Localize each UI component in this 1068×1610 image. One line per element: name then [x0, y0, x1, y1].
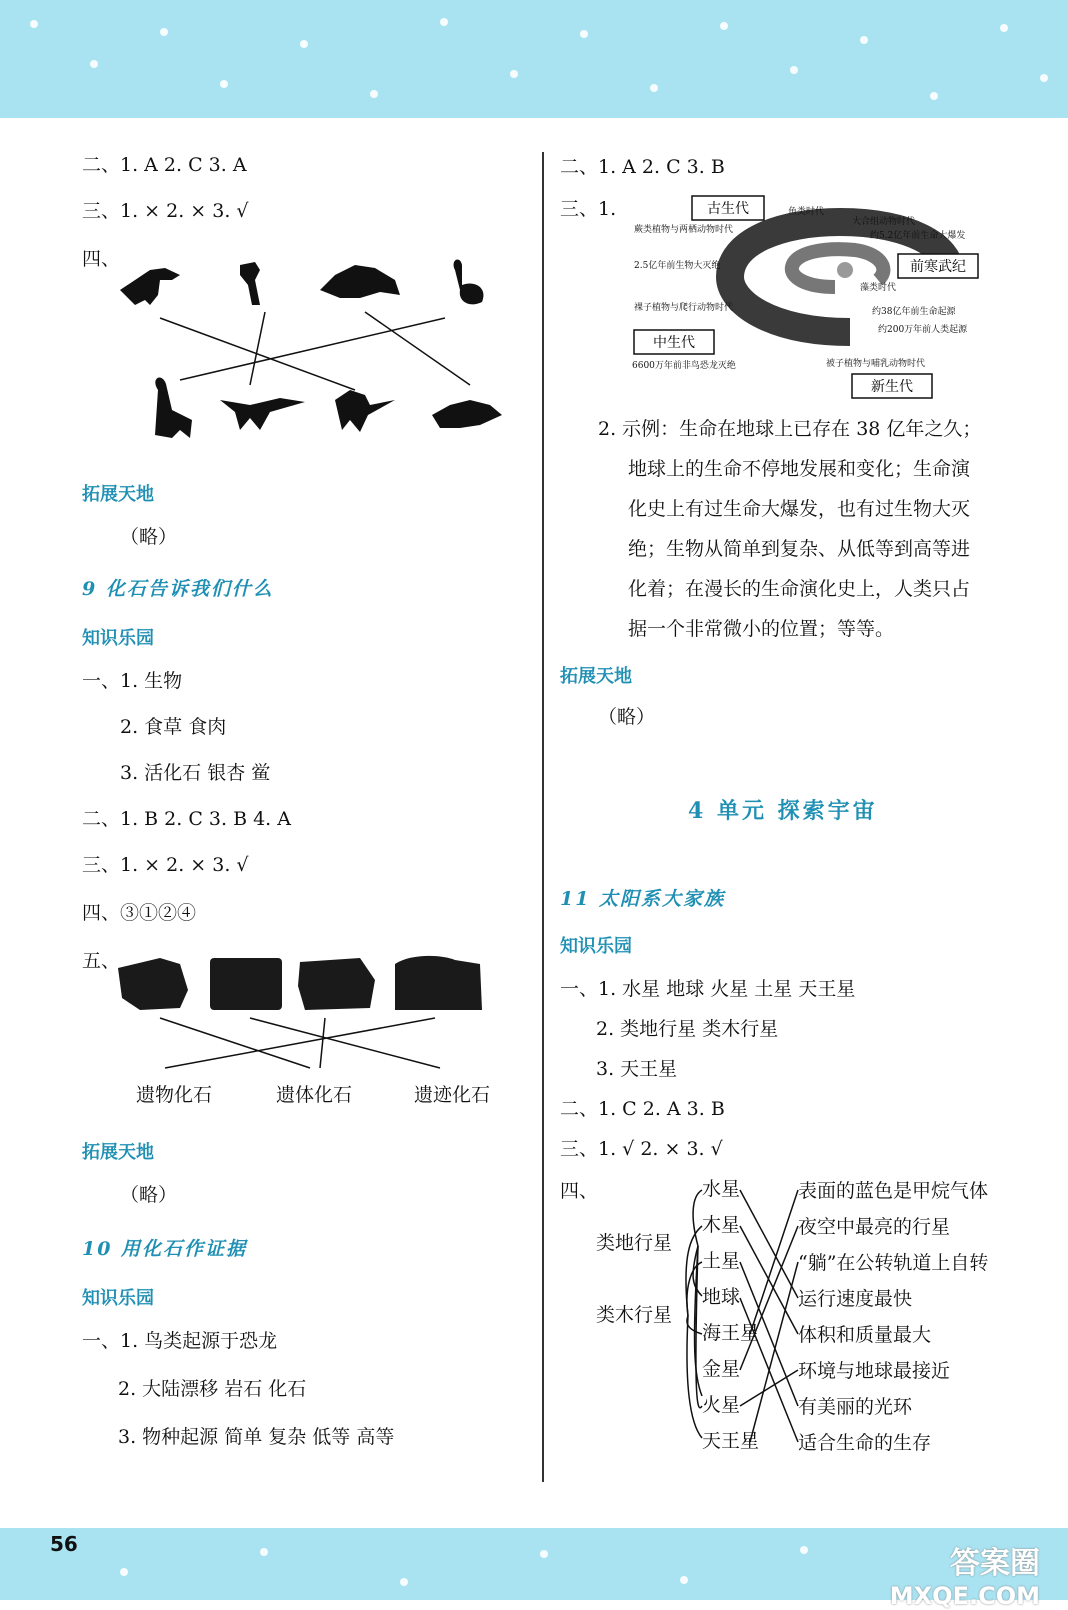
answer-row: 一、1. 鸟类起源于恐龙 [82, 1330, 278, 1352]
answer-text: （略） [120, 1184, 178, 1206]
era-note: 约200万年前人类起源 [878, 325, 968, 335]
planet-feature: 适合生命的生存 [798, 1432, 932, 1454]
answer-line: 化着；在漫长的生命演化史上，人类只占 [628, 578, 971, 600]
watermark-url: MXQE.COM [889, 1582, 1040, 1610]
dinosaur-matching-figure [110, 250, 510, 450]
dinosaur-silhouette [454, 260, 484, 305]
answer-row: 二、1. A 2. C 3. A [82, 154, 247, 176]
dinosaur-silhouette [335, 390, 395, 432]
answer-row: 二、1. A 2. C 3. B [560, 156, 725, 178]
planet-label: 金星 [702, 1358, 741, 1380]
answer-row: 三、1. × 2. × 3. √ [82, 854, 249, 876]
answer-row: 三、1. × 2. × 3. √ [82, 200, 249, 222]
answer-line: 2. 示例：生命在地球上已存在 38 亿年之久； [598, 418, 982, 440]
fossil-photo [298, 958, 375, 1010]
fossil-photo [210, 958, 282, 1010]
answer-row: 2. 大陆漂移 岩石 化石 [118, 1378, 307, 1400]
top-banner [0, 0, 1068, 118]
era-note: 2.5亿年前生物大灭绝 [634, 261, 721, 271]
planet-label: 火星 [702, 1394, 741, 1416]
answer-row: 2. 食草 食肉 [120, 716, 227, 738]
answer-row: 3. 活化石 银杏 鲎 [120, 762, 271, 784]
section-heading: 拓展天地 [82, 1142, 154, 1163]
question-label: 四、 [82, 248, 121, 270]
era-box-label: 古生代 [707, 201, 749, 217]
fossil-matching-figure [110, 950, 510, 1080]
era-box-label: 新生代 [871, 379, 913, 395]
era-note: 约38亿年前生命起源 [872, 307, 956, 317]
answer-text: （略） [120, 526, 178, 548]
answer-row: 3. 天王星 [596, 1058, 678, 1080]
answer-text: （略） [598, 706, 656, 728]
planet-feature: 表面的蓝色是甲烷气体 [798, 1180, 989, 1202]
dinosaur-silhouette [120, 268, 180, 305]
lesson-title: 11 太阳系大家族 [560, 888, 726, 910]
planet-feature: 体积和质量最大 [798, 1324, 932, 1346]
answer-row: 一、1. 生物 [82, 670, 183, 692]
life-history-spiral [620, 192, 1040, 404]
era-note: 鱼类时代 [788, 207, 825, 217]
watermark [890, 1538, 1040, 1610]
planet-feature: “躺”在公转轨道上自转 [798, 1252, 989, 1274]
answer-line: 化史上有过生命大爆发，也有过生物大灭 [628, 498, 971, 520]
watermark-logo-text: 答案圈 [950, 1546, 1040, 1581]
dinosaur-silhouette [220, 398, 305, 430]
planet-label: 天王星 [702, 1430, 760, 1452]
era-note: 藻类时代 [860, 283, 897, 293]
era-box-label: 前寒武纪 [910, 259, 966, 275]
section-heading: 拓展天地 [560, 666, 632, 687]
section-heading: 知识乐园 [82, 1288, 154, 1309]
answer-line: 地球上的生命不停地发展和变化；生命演 [628, 458, 971, 480]
dinosaur-silhouette [320, 265, 400, 298]
planet-group-label: 类木行星 [596, 1304, 673, 1326]
planet-label: 地球 [702, 1286, 741, 1308]
unit-title: 4 单元 探索宇宙 [688, 798, 878, 824]
answer-line: 据一个非常微小的位置；等等。 [628, 618, 895, 640]
era-note: 蕨类植物与两栖动物时代 [634, 225, 734, 235]
answer-row: 2. 类地行星 类木行星 [596, 1018, 779, 1040]
question-label: 四、 [560, 1180, 599, 1202]
answer-row: 四、③①②④ [82, 902, 197, 924]
answer-row: 一、1. 水星 地球 火星 土星 天王星 [560, 978, 856, 1000]
lesson-title: 9 化石告诉我们什么 [82, 578, 274, 600]
question-label: 五、 [82, 950, 121, 972]
era-box-label: 中生代 [653, 335, 695, 351]
answer-row: 3. 物种起源 简单 复杂 低等 高等 [118, 1426, 395, 1448]
planet-label: 土星 [702, 1250, 741, 1272]
planet-label: 海王星 [702, 1322, 760, 1344]
dinosaur-silhouette [240, 262, 260, 305]
era-note: 裸子植物与爬行动物时代 [634, 303, 734, 313]
lesson-title: 10 用化石作证据 [82, 1238, 248, 1260]
answer-row: 三、1. √ 2. × 3. √ [560, 1138, 723, 1160]
era-note: 约5.2亿年前生命大爆发 [870, 231, 966, 241]
fossil-photo [395, 956, 482, 1010]
planet-feature: 运行速度最快 [798, 1288, 913, 1310]
page-number: 56 [50, 1532, 78, 1556]
dinosaur-silhouette [155, 377, 192, 438]
column-divider [542, 152, 544, 1482]
era-note: 被子植物与哺乳动物时代 [826, 359, 926, 369]
fossil-type-label: 遗迹化石 [414, 1084, 491, 1106]
fossil-photo [118, 958, 188, 1010]
era-note: 6600万年前非鸟恐龙灭绝 [632, 361, 736, 371]
planet-matching-lines [680, 1176, 810, 1466]
dinosaur-silhouette [432, 400, 502, 428]
fossil-type-label: 遗体化石 [276, 1084, 353, 1106]
section-heading: 知识乐园 [560, 936, 632, 957]
answer-line: 绝；生物从简单到复杂、从低等到高等进 [628, 538, 971, 560]
planet-feature: 有美丽的光环 [798, 1396, 913, 1418]
era-note: 大合组动物时代 [852, 217, 916, 227]
planet-feature: 环境与地球最接近 [798, 1360, 951, 1382]
fossil-type-label: 遗物化石 [136, 1084, 213, 1106]
planet-feature: 夜空中最亮的行星 [798, 1216, 951, 1238]
planet-label: 木星 [702, 1214, 741, 1236]
answer-row: 二、1. C 2. A 3. B [560, 1098, 725, 1120]
planet-group-label: 类地行星 [596, 1232, 673, 1254]
answer-row: 三、1. [560, 198, 617, 220]
planet-label: 水星 [702, 1178, 741, 1200]
answer-row: 二、1. B 2. C 3. B 4. A [82, 808, 291, 830]
section-heading: 拓展天地 [82, 484, 154, 505]
section-heading: 知识乐园 [82, 628, 154, 649]
